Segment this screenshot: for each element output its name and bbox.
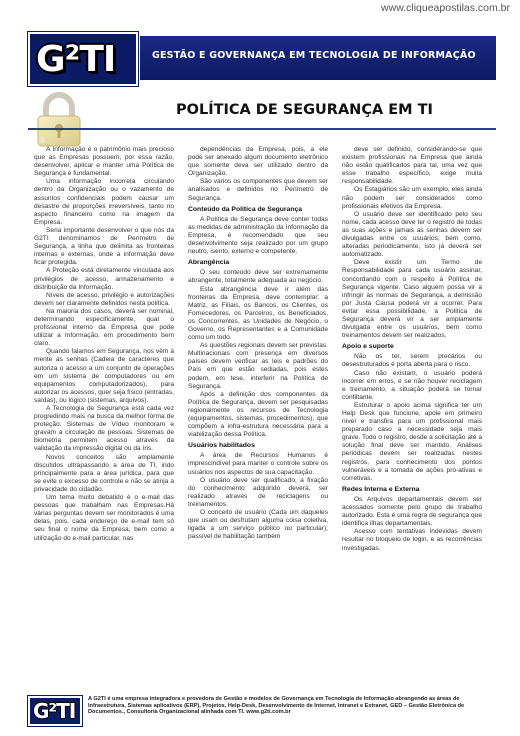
section-heading: Usuários habilitados: [188, 442, 255, 450]
header-band-title: GESTÃO E GOVERNANÇA EM TECNOLOGIA DE INFORMAÇÃO: [152, 50, 476, 61]
footer: [28, 690, 496, 730]
paragraph: Após a definição dos componentes da Política de Segurança, devem ser pesquisadas regionalmente os recursos de Tecnologia (equipamentos, sistemas, procedimentos), que compõem a infra-estrutura necessária para a viabilização dessa Política.: [188, 390, 328, 439]
page-title: POLÍTICA DE SEGURANÇA EM TI: [176, 102, 433, 118]
paragraph: A Tecnologia de Segurança está cada vez progredindo mais na busca da melhor forma de proteção. Sistemas de Vídeo monitoram e gravam a circulação de pessoas. Sistemas de biometria permitem acesso através da validação da impressão digital ou da íris.: [34, 405, 174, 453]
paragraph: A Informação é o patrimônio mais precioso que as Empresas possuem, por essa razão, desenvolver, aplicar e manter uma Política de Segurança é fundamental.: [34, 146, 174, 178]
section-heading: Abrangência: [188, 259, 230, 267]
section-heading: Apoio e suporte: [342, 343, 394, 351]
paragraph: São vários os componentes que devem ser analisados e definidos no Perímetro de Segurança.: [188, 178, 328, 202]
paragraph: Uma informação incorreta circulando dentro da Organização ou o vazamento de assuntos confidenciais podem causar um desastre de proporções irreversíveis, tanto no aspecto financeiro como na imagem da Empresa.: [34, 178, 174, 226]
paragraph: Não os ter, serem precários ou desestruturados é porta aberta para o risco.: [342, 353, 482, 369]
text-column-3: [342, 146, 482, 553]
paragraph: Seria importante desenvolver o que nós da G2TI denominamos de Perímetro de Segurança, a linha que delimita as fronteiras internas e externas, onde a informação deve ficar protegida.: [34, 226, 174, 267]
paragraph: Os Estagiários são um exemplo, eles ainda não podem ser considerados como profissionais efetivos da Empresa.: [342, 186, 482, 210]
paragraph: Acesso com tentativas indevidas devem resultar no bloqueio de login, e as recorrências investigadas.: [342, 528, 482, 552]
paragraph: O usuário deve ser identificado pelo seu nome, cada acesso deve ter o registro de todas as suas ações e jamais as senhas devem ser divulgadas entre os usuários, bem como, alteradas periodicamente, isto já deverá ser automatizado.: [342, 210, 482, 259]
paragraph: O conceito de usuário (Cada um daqueles que usam ou desfrutam alguma coisa coletiva, ligada a um serviço público ou particular); passível de habilitação também: [188, 509, 328, 541]
title-divider: [28, 128, 496, 130]
footer-logo-text: G²TI: [33, 699, 76, 723]
paragraph: deve ser definido, considerando-se que existem profissionais na Empresa que ainda não estão qualificados para tal, uma vez que esse trabalho específico, exige muita responsabilidade.: [342, 146, 482, 186]
logo-text: G²TI: [36, 39, 116, 80]
paragraph: Os Arquivos departamentais devem ser acessados somente pelo grupo de trabalho autorizado. Esta é uma regra de segurança que identifica ilhas departamentais.: [342, 495, 482, 528]
padlock-icon: [30, 92, 90, 150]
paragraph: Esta abrangência deve ir além das fronteiras da Empresa, deve contemplar: a Matriz, as Filiais, os Bancos, os Clientes, os Fornecedores, os Parceiros, os Beneficiados, os Concorrentes, as Unidades de Negócio, o Governo, os Representantes e a Comunidade como um todo.: [188, 285, 328, 342]
paragraph: Níveis de acesso, privilégio e autorizações devem ser claramente definidos nesta política.: [34, 291, 174, 307]
paragraph: O usuário deve ser qualificado, a fixação do conhecimento adquirido deverá, ser realizado através de reciclagens ou treinamentos.: [188, 476, 328, 508]
footer-logo: [28, 696, 82, 726]
footer-text: A G2TI é uma empresa integradora e provedora de Gestão e modelos de Governança em Tecnologia de Informação abrangendo as áreas de Infraestrutura, Sistemas aplicativos (ERP), Projetos, Help-Desk, Desenvolvimento de Internet, Intranet e Extranet, GED – Gestão Eletrônica de Documentos., Consultoria Organizacional alinhada com TI. www.g2ti.com.br: [88, 696, 465, 716]
text-column-1: [34, 146, 174, 543]
site-url[interactable]: www.cliqueapostilas.com.br: [381, 2, 510, 14]
paragraph: O seu conteúdo deve ser extremamente abrangente, totalmente adequada ao negócio.: [188, 269, 328, 285]
paragraph: A Proteção está diretamente vinculada aos privilégios de acesso, armazenamento e distribuição da Informação.: [34, 267, 174, 291]
company-logo: [28, 32, 138, 86]
text-column-2: [188, 146, 328, 541]
paragraph: Deve existir um Termo de Responsabilidade para cada usuário assinar, concordando com o respeito à Política de Segurança vigente. Caso alguém possa vir a infringir às normas de Segurança, a demissão por Justa Causa poderá vir a ocorrer. Para evitar essa possibilidade, a Política de Segurança deverá vir a ser amplamente divulgada entre os usuários, bem como treinamentos devem ser realizados.: [342, 259, 482, 340]
paragraph: Quando falamos em Segurança, nos vêm à mente as senhas (Cadeia de caracteres que autoriza o acesso a um conjunto de operações em um sistema de computadores ou em equipamentos computadorizados), para autorizar os acessos, quer seja físico (entradas, saídas), ou lógico (sistemas, arquivos).: [34, 348, 175, 404]
paragraph: A área de Recursos Humanos é imprescindível para manter o controle sobre os usuários nos aspectos de sua capacitação.: [188, 452, 328, 476]
paragraph: A Política de Segurança deve conter todas as medidas de administração da Informação da Empresa, é recomendado que seu desenvolvimento seja realizado por um grupo neutro, isento, externo e competente.: [188, 215, 328, 256]
header-banner: [28, 32, 496, 86]
paragraph: As questões regionais devem ser previstas. Multinacionais com presença em diversos países devem verificar as leis e padrões do País em que estão sediadas, pois estes podem, em tese, interferir na Política de Segurança.: [188, 342, 328, 390]
section-heading: Conteúdo da Política de Segurança: [188, 205, 303, 213]
paragraph: Um tema muito debatido é o e-mail das pessoas que trabalham nas Empresas.Há várias perguntas devem ser monitorados é uma delas, pois, cada endereço de e-mail tem só seu final o nome da Empresa, bem como a utilização do e-mail particular, nas: [34, 494, 174, 542]
section-heading: Redes Interna e Externa: [342, 485, 420, 493]
paragraph: Novos conceitos são amplamente discutidos ultrapassando a área de TI, indo principalmente para a área jurídica, para que se evite o excesso de controle e não se atinja a privacidade do cidadão.: [34, 453, 174, 493]
paragraph: Na maioria dos casos, deverá ser nominal, determinando especificamente, qual o profissional interno da Empresa que pode utilizar a Informação, em procedimento bem claro.: [34, 307, 174, 348]
paragraph: Estruturar o apoio acima significa ter um Help Desk que funcione, apoie em primeiro nível e transfira para um profissional mais preparado caso a necessidade seja mais grave. Todo o registro, desde a solicitação até a solução final deve ser mantido. Análises periódicas devem ser realizadas nestes registros, para conhecimento dos pontos vulneráveis e a tomada de ações pró-ativas e corretivas.: [342, 401, 482, 482]
paragraph: Caso não existam, o usuário poderá incorrer em erros, e se não houver reciclagem e treinamento, a situação poderá se tornar confiltante.: [342, 369, 482, 401]
header-band: [140, 36, 496, 80]
paragraph: dependências da Empresa, pois, a ele pode ser anexado algum documento eletrônico que somente deva ser utilizado dentro da Organização.: [188, 146, 328, 178]
